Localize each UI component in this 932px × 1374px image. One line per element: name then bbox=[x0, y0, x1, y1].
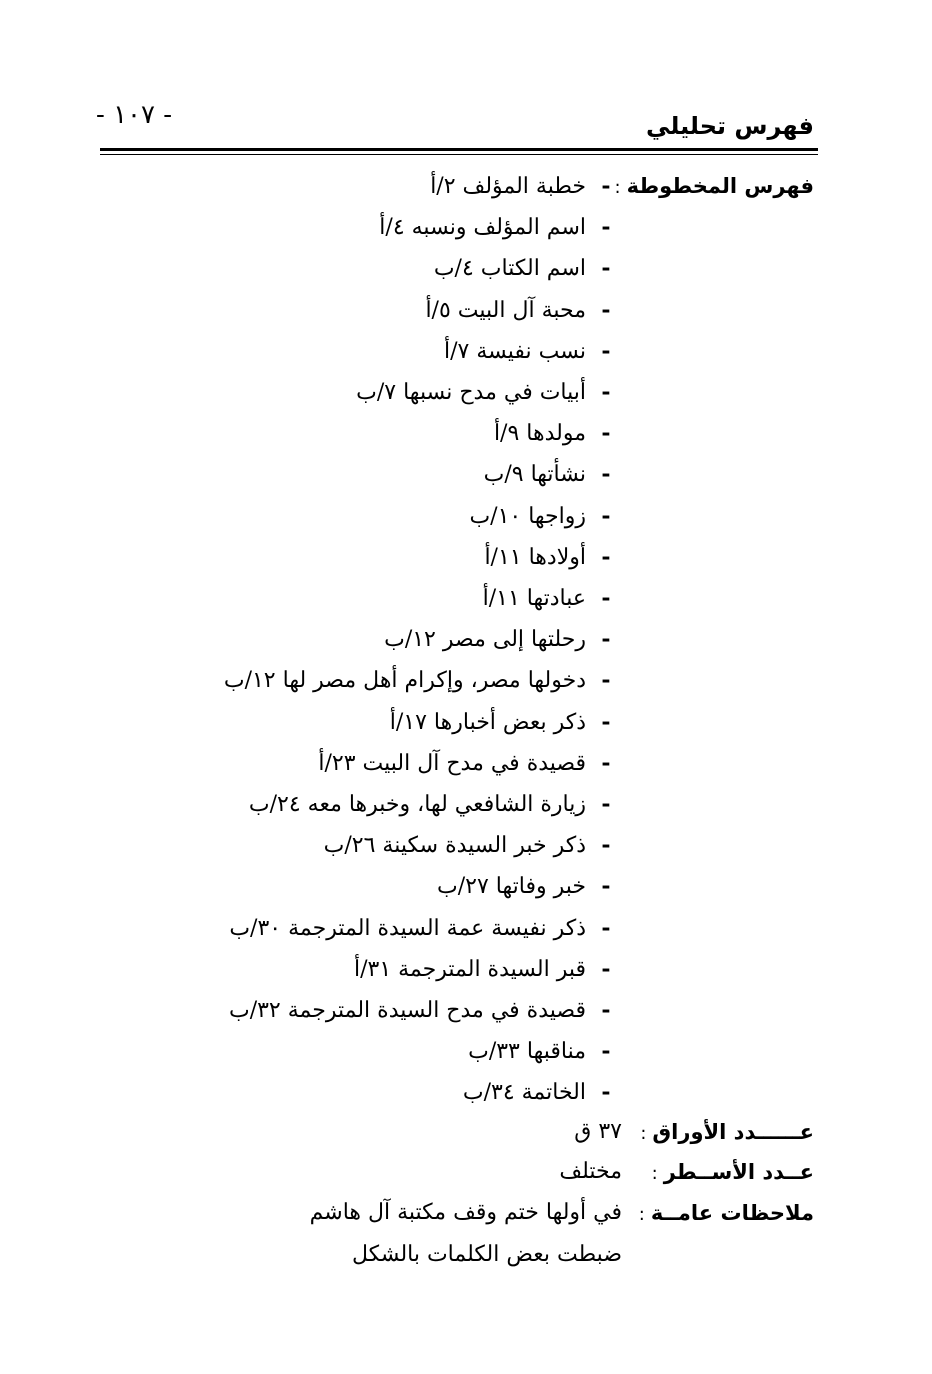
index-entry bbox=[468, 1031, 626, 1072]
index-entry bbox=[379, 207, 626, 248]
index-entry bbox=[494, 413, 626, 454]
index-entry-dash: - bbox=[601, 337, 611, 364]
index-entry-text: قصيدة في مدح السيدة المترجمة ٣٢/ب bbox=[228, 998, 586, 1023]
notes-line-2: ضبطت بعض الكلمات بالشكل bbox=[352, 1242, 622, 1267]
index-entry-dash: - bbox=[601, 749, 611, 776]
index-entry bbox=[229, 990, 626, 1031]
notes-label-colon: : bbox=[638, 1204, 645, 1225]
index-entry bbox=[354, 949, 626, 990]
index-entry-text: مولدها ٩/أ bbox=[493, 421, 586, 447]
index-entry-text: ذكر بعض أخبارها ١٧/أ bbox=[389, 709, 586, 735]
index-entry-text: محبة آل البيت ٥/أ bbox=[425, 297, 586, 323]
index-entry-dash: - bbox=[601, 296, 611, 323]
index-entry bbox=[463, 1072, 626, 1113]
index-entry-dash: - bbox=[601, 708, 611, 735]
index-entry-dash: - bbox=[601, 1079, 611, 1106]
index-entry-text: خبر وفاتها ٢٧/ب bbox=[437, 874, 586, 900]
index-entry-dash: - bbox=[601, 914, 611, 941]
index-label bbox=[614, 166, 814, 206]
index-entry bbox=[434, 248, 626, 289]
index-entry-dash: - bbox=[601, 955, 611, 982]
index-entry bbox=[484, 454, 626, 495]
index-entry-dash: - bbox=[601, 502, 611, 529]
notes-line-1: في أولها ختم وقف مكتبة آل هاشم bbox=[309, 1200, 622, 1225]
index-entry-dash: - bbox=[601, 255, 611, 282]
lines-label-colon: : bbox=[651, 1163, 658, 1184]
index-entry bbox=[390, 702, 626, 743]
index-entry-dash: - bbox=[601, 791, 611, 817]
index-entry-text: ذكر خبر السيدة سكينة ٢٦/ب bbox=[323, 833, 586, 859]
index-entry-text: زيارة الشافعي لها، وخبرها معه ٢٤/ب bbox=[248, 792, 586, 817]
lines-label bbox=[624, 1152, 814, 1192]
lines-value: مختلف bbox=[559, 1159, 622, 1184]
index-label-text: فهرس المخطوطة bbox=[626, 174, 814, 198]
index-entry-text: الخاتمة ٣٤/ب bbox=[462, 1080, 586, 1106]
index-entry-dash: - bbox=[601, 379, 611, 405]
leaves-value: ٣٧ ق bbox=[574, 1119, 622, 1144]
index-entry-text: نسب نفيسة ٧/أ bbox=[443, 338, 586, 364]
notes-label bbox=[624, 1193, 814, 1233]
index-entry bbox=[484, 537, 626, 578]
index-entry-dash: - bbox=[601, 997, 611, 1023]
index-entry bbox=[249, 784, 626, 825]
index-entry-dash: - bbox=[601, 626, 611, 653]
index-entry bbox=[384, 619, 626, 660]
index-entry-text: زواجها ١٠/ب bbox=[469, 503, 586, 529]
index-entry bbox=[444, 331, 626, 372]
index-entry-text: أبيات في مدح نسبها ٧/ب bbox=[356, 380, 586, 405]
index-entry-text: قبر السيدة المترجمة ٣١/أ bbox=[353, 956, 586, 982]
index-entry-dash: - bbox=[601, 173, 611, 199]
index-entry-text: قصيدة في مدح آل البيت ٢٣/أ bbox=[318, 750, 586, 776]
notes-label-text: ملاحظات عامــة bbox=[650, 1201, 814, 1225]
index-entry-text: ذكر نفيسة عمة السيدة المترجمة ٣٠/ب bbox=[229, 915, 586, 941]
index-entry bbox=[469, 496, 626, 537]
index-entry-dash: - bbox=[601, 543, 611, 570]
leaves-label-colon: : bbox=[640, 1123, 647, 1144]
index-entry bbox=[425, 290, 626, 331]
index-entry bbox=[430, 166, 626, 207]
index-entry bbox=[437, 866, 626, 907]
lines-label-text: عــدد الأســطر bbox=[663, 1160, 814, 1184]
index-entry-dash: - bbox=[601, 832, 611, 859]
index-entry bbox=[229, 908, 626, 949]
index-entry bbox=[324, 825, 626, 866]
index-entry-dash: - bbox=[601, 461, 611, 488]
index-entry-text: مناقبها ٣٣/ب bbox=[468, 1039, 586, 1065]
index-entry-text: أولادها ١١/أ bbox=[484, 544, 586, 570]
index-entry bbox=[224, 660, 626, 701]
index-entry-text: رحلتها إلى مصر ١٢/ب bbox=[384, 627, 586, 653]
index-entry-text: نشأتها ٩/ب bbox=[483, 462, 586, 488]
index-entry-dash: - bbox=[601, 420, 611, 447]
index-entry-dash: - bbox=[601, 667, 611, 694]
index-entry bbox=[318, 743, 626, 784]
header-rule-thick bbox=[100, 148, 818, 151]
index-entry-text: اسم الكتاب ٤/ب bbox=[433, 256, 586, 282]
page-number: - ١٠٧ - bbox=[96, 100, 173, 130]
leaves-label-text: عــــــدد الأوراق bbox=[652, 1120, 814, 1144]
index-entry-dash: - bbox=[601, 214, 611, 241]
index-entry-text: خطبة المؤلف ٢/أ bbox=[430, 174, 586, 199]
index-entry bbox=[356, 372, 626, 413]
index-entry-dash: - bbox=[601, 585, 611, 611]
index-entry-dash: - bbox=[601, 873, 611, 900]
index-entry-dash: - bbox=[601, 1038, 611, 1065]
header-rule-thin bbox=[100, 154, 818, 155]
index-label-colon: : bbox=[614, 177, 621, 198]
index-entry-text: عبادتها ١١/أ bbox=[482, 586, 586, 611]
header-title: فهرس تحليلي bbox=[646, 112, 814, 140]
index-entry-text: اسم المؤلف ونسبه ٤/أ bbox=[379, 215, 586, 241]
index-entry-text: دخولها مصر، وإكرام أهل مصر لها ١٢/ب bbox=[223, 668, 586, 694]
index-entry bbox=[483, 578, 626, 619]
leaves-label bbox=[624, 1112, 814, 1152]
